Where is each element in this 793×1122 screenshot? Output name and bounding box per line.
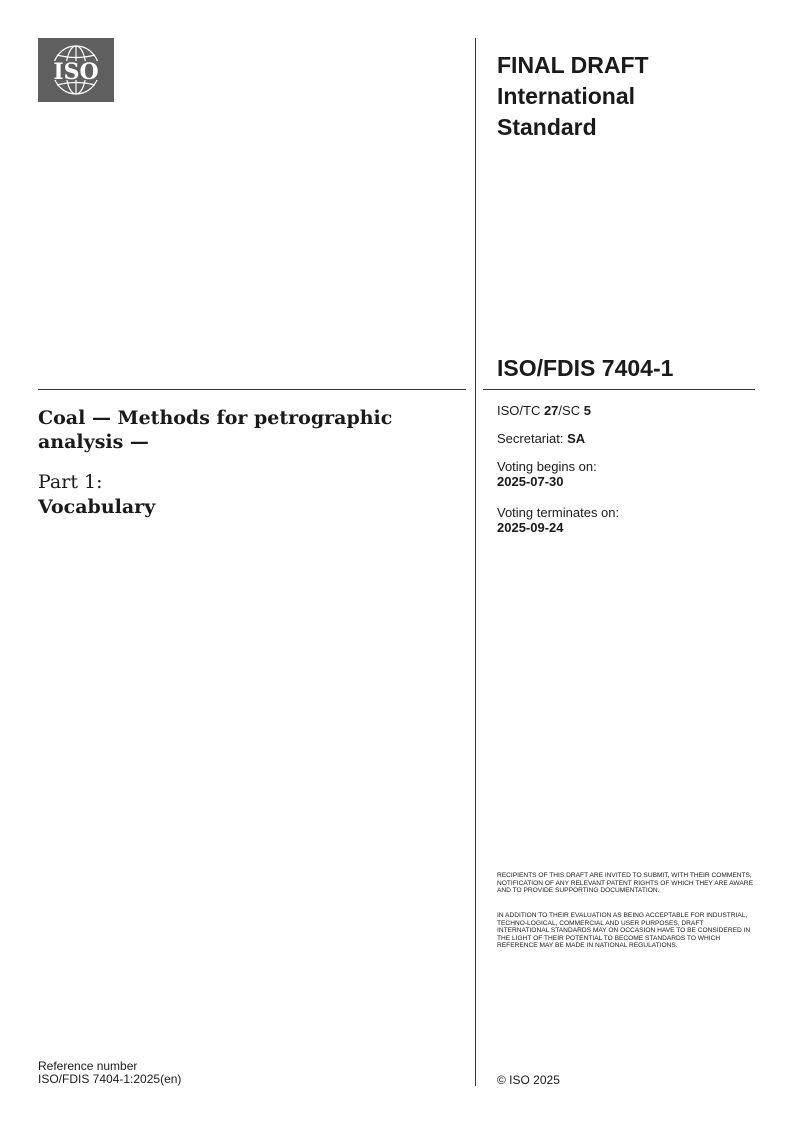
part-label: Part 1:: [38, 471, 103, 493]
voting-begins: [497, 459, 597, 489]
reference-label: Reference number: [38, 1059, 138, 1073]
secretariat-value: SA: [567, 431, 586, 446]
notice-paragraph-2: IN ADDITION TO THEIR EVALUATION AS BEING ACCEPTABLE FOR INDUSTRIAL, TECHNO-LOGICAL, COMMERCIAL AND USER PURPOSES, DRAFT INTERNATIONAL STANDARDS MAY ON OCCASION HAVE TO BE CONSIDERED IN THE LIGHT OF THEIR POTENTIAL TO BECOME STANDARDS TO WHICH REFERENCE MAY BE MADE IN NATIONAL REGULATIONS.: [497, 912, 751, 950]
secretariat-label: Secretariat:: [497, 431, 568, 446]
committee-tc: 27: [543, 403, 559, 418]
voting-terminates-label: Voting terminates on:: [497, 505, 620, 520]
voting-terminates-date: 2025-09-24: [497, 520, 564, 535]
document-title: Coal — Methods for petrographic analysis —: [38, 407, 393, 453]
committee-line: [497, 403, 591, 418]
copyright: © ISO 2025: [497, 1073, 560, 1087]
reference-value: ISO/FDIS 7404-1:2025(en): [38, 1072, 182, 1086]
iso-globe-icon: [38, 38, 114, 102]
reference-number: [38, 1060, 181, 1086]
committee-sc: 5: [583, 403, 591, 418]
vertical-divider: [475, 38, 476, 1086]
document-number: ISO/FDIS 7404-1: [497, 355, 674, 381]
status-line-1: FINAL DRAFT: [497, 52, 649, 78]
voting-begins-date: 2025-07-30: [497, 474, 564, 489]
committee-sep: /SC: [558, 403, 584, 418]
voting-begins-label: Voting begins on:: [497, 459, 597, 474]
status-line-3: Standard: [497, 114, 597, 140]
document-status-heading: [497, 50, 757, 143]
committee-prefix: ISO/TC: [497, 403, 544, 418]
part-title: Vocabulary: [38, 496, 156, 518]
iso-logo-text: ISO: [53, 59, 99, 85]
right-rule: [483, 389, 755, 390]
left-rule: [38, 389, 466, 390]
iso-logo: [38, 38, 114, 102]
status-line-2: International: [497, 83, 636, 109]
notice-paragraph-1: RECIPIENTS OF THIS DRAFT ARE INVITED TO SUBMIT, WITH THEIR COMMENTS, NOTIFICATION OF ANY RELEVANT PATENT RIGHTS OF WHICH THEY ARE AWARE AND TO PROVIDE SUPPORTING DOCUMENTATION.: [497, 872, 753, 895]
secretariat-line: [497, 431, 585, 446]
voting-terminates: [497, 505, 619, 535]
